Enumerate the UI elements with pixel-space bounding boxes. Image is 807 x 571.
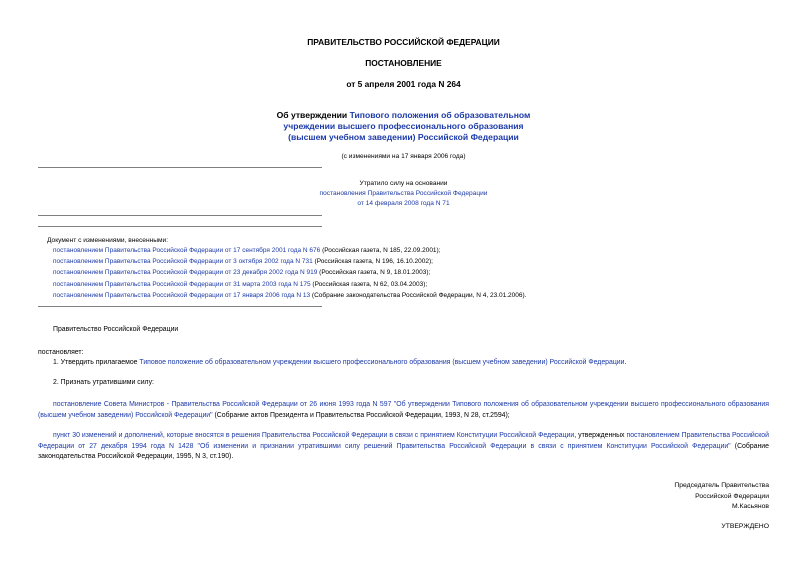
amendment-link[interactable]: постановлением Правительства Российской Федерации от 23 декабря 2002 года N 919 — [53, 269, 318, 277]
paragraph-4-link-1[interactable]: пункт 30 изменений и дополнений, которые вносятся в решения Правительства Российской Федерации в связи с принятием Конституции Российской Федерации — [53, 432, 575, 439]
title-link-line1[interactable]: Типового положения об образовательном — [349, 110, 531, 120]
list-item — [53, 258, 433, 265]
amendment-link[interactable]: постановлением Правительства Российской Федерации от 3 октября 2002 года N 731 — [53, 258, 313, 266]
divider — [38, 215, 322, 216]
list-item — [53, 281, 427, 288]
paragraph-3 — [38, 400, 769, 421]
amendment-link[interactable]: постановлением Правительства Российской Федерации от 17 сентября 2001 года N 676 — [53, 247, 321, 254]
government-heading: ПРАВИТЕЛЬСТВО РОССИЙСКОЙ ФЕДЕРАЦИИ — [307, 37, 500, 47]
amendment-source: (Российская газета, N 62, 03.04.2003); — [310, 280, 428, 288]
changes-heading: Документ с изменениями, внесенными: — [47, 237, 169, 244]
approved-label: УТВЕРЖДЕНО — [721, 523, 769, 530]
divider — [38, 167, 322, 168]
document-title — [0, 110, 807, 143]
title-link-line3[interactable]: (высшем учебном заведении) Российской Федерации — [288, 132, 519, 142]
list-item — [53, 269, 430, 276]
paragraph-1-prefix: 1. Утвердить прилагаемое — [53, 359, 140, 366]
amendment-source: (Российская газета, N 196, 16.10.2002); — [312, 258, 433, 266]
amendment-source: (Российская газета, N 185, 22.09.2001); — [320, 247, 441, 254]
title-prefix: Об утверждении — [276, 110, 350, 120]
title-link-line2[interactable]: учреждении высшего профессионального образования — [283, 121, 524, 131]
paragraph-2: 2. Признать утратившими силу: — [53, 379, 154, 386]
paragraph-1 — [53, 358, 626, 369]
list-item — [53, 247, 441, 254]
repealed-link-line2[interactable]: от 14 февраля 2008 года N 71 — [357, 200, 450, 207]
signature-block — [674, 481, 769, 513]
list-item — [53, 292, 526, 299]
signature-line-1: Председатель Правительства — [674, 482, 769, 489]
amendment-link[interactable]: постановлением Правительства Российской Федерации от 31 марта 2003 года N 175 — [53, 280, 311, 288]
body-decides: постановляет: — [38, 349, 84, 356]
amended-note: (с изменениями на 17 января 2006 года) — [341, 153, 466, 160]
repealed-link-line1[interactable]: постановления Правительства Российской Федерации — [319, 190, 488, 197]
paragraph-3-suffix: (Собрание актов Президента и Правительства Российской Федерации, 1993, N 28, ст.2594); — [212, 411, 510, 419]
paragraph-1-suffix: . — [624, 359, 627, 366]
divider — [38, 306, 322, 307]
amendment-link[interactable]: постановлением Правительства Российской Федерации от 17 января 2006 года N 13 — [53, 291, 311, 299]
amendment-source: (Собрание законодательства Российской Федерации, N 4, 23.01.2006). — [310, 291, 527, 299]
paragraph-4-mid: , утвержденных — [574, 432, 627, 439]
repealed-text: Утратило силу на основании — [359, 180, 448, 187]
paragraph-4 — [38, 431, 769, 463]
paragraph-4-suffix: (Собрание законодательства Российской Федерации, 1995, N 3, ст.190). — [38, 442, 769, 461]
body-government: Правительство Российской Федерации — [53, 326, 179, 333]
document-date-number: от 5 апреля 2001 года N 264 — [346, 79, 461, 89]
paragraph-1-link[interactable]: Типовое положение об образовательном учреждении высшего профессионального образования (высшем учебном заведении) Российской Федерации — [139, 359, 625, 366]
divider — [38, 226, 322, 227]
signature-line-3: М.Касьянов — [731, 503, 769, 511]
paragraph-4-link-2[interactable]: постановлением Правительства Российской Федерации от 27 декабря 1994 года N 1428 "Об изменении и признании утратившими силу решений Правительства Российской Федерации в связи с принятием Конституции Российской Федерации" — [38, 432, 769, 450]
document-type: ПОСТАНОВЛЕНИЕ — [365, 58, 442, 68]
signature-line-2: Российской Федерации — [695, 492, 769, 500]
amendment-source: (Российская газета, N 9, 18.01.2003); — [317, 269, 431, 277]
paragraph-3-link[interactable]: постановление Совета Министров - Правительства Российской Федерации от 26 июня 1993 года N 597 "Об утверждении Типового положения об образовательном учреждении высшего профессионального образования (высшем учебном заведении) Российской Федерации" — [38, 401, 769, 419]
